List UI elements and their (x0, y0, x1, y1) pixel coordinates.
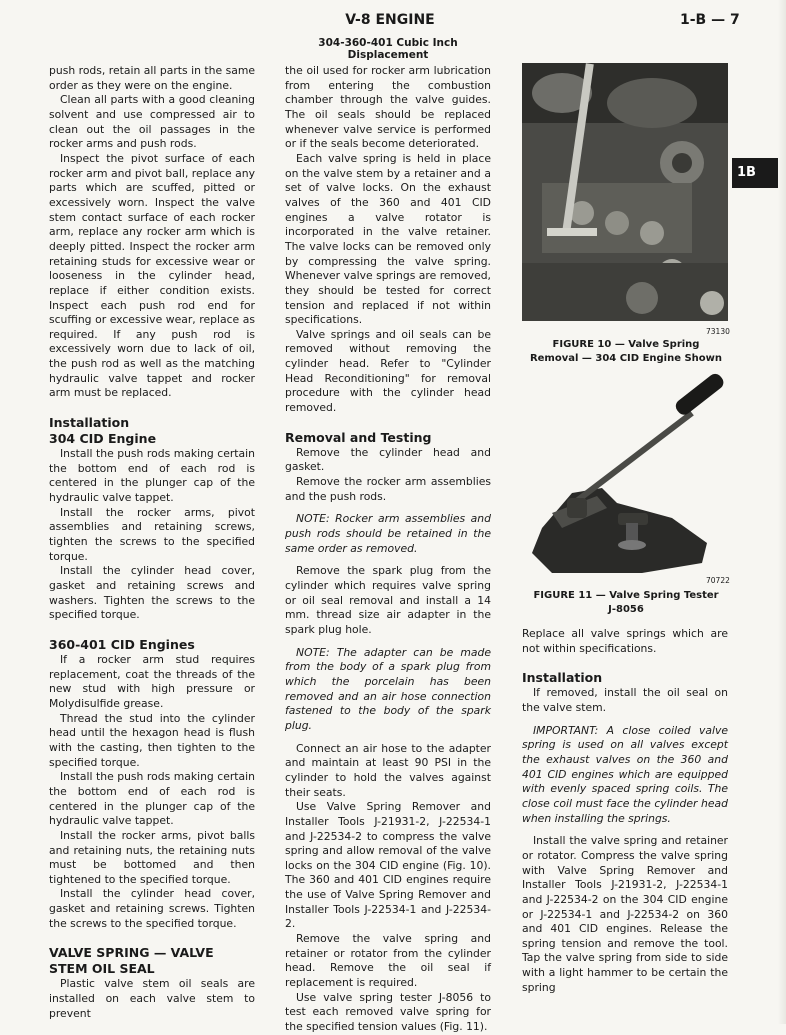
heading-304-cid: 304 CID Engine (49, 431, 157, 447)
important-note: IMPORTANT: A close coiled valve spring is used on all valves except the exhaust valves on the 360 and 401 CID engines which are equipped with evenly spaced spring coils. The close coil must face the cylinder head when installing the springs. (522, 723, 728, 825)
paragraph: Remove the valve spring and retainer or rotator from the cylinder head. Remove the oil seal if replacement is required. (285, 932, 491, 990)
paragraph: Install the rocker arms, pivot balls and retaining nuts, the retaining nuts must be bottomed and then tightened to the specified torque. (49, 828, 255, 886)
paragraph: Install the cylinder head cover, gasket and retaining screws and washers. Tighten the screws to the specified torque. (49, 564, 255, 622)
paragraph: If a rocker arm stud requires replacement, coat the threads of the new stud with high pressure or Molydisulfide grease. (49, 652, 255, 710)
column-left (49, 64, 255, 1021)
note: NOTE: The adapter can be made from the body of a spark plug from which the porcelain has been removed and an air hose connection fastened to the body of the spark plug. (285, 645, 491, 732)
figure-10-photo (522, 63, 728, 321)
paragraph: push rods, retain all parts in the same order as they were on the engine. (49, 64, 255, 92)
column-right (522, 627, 728, 995)
scan-edge (778, 0, 786, 1024)
paragraph: Install the push rods making certain the bottom end of each rod is centered in the plunger cap of the hydraulic valve tappet. (49, 447, 255, 505)
page-number: 1-B — 7 (680, 12, 740, 28)
paragraph: Remove the cylinder head and gasket. (285, 445, 491, 474)
figure-10-number: 73130 (706, 327, 730, 336)
paragraph: Valve springs and oil seals can be removed without removing the cylinder head. Refer to "Cylinder Head Reconditioning" for removal procedure with the cylinder head removed. (285, 327, 491, 415)
paragraph: Remove the rocker arm assemblies and the push rods. (285, 475, 491, 503)
paragraph: Remove the spark plug from the cylinder which requires valve spring or oil seal removal and install a 14 mm. thread size air adapter in the spark plug hole. (285, 564, 491, 636)
paragraph: Replace all valve springs which are not within specifications. (522, 627, 728, 655)
figure-10-caption: FIGURE 10 — Valve Spring Removal — 304 CID Engine Shown (529, 339, 723, 364)
figure-11-caption: FIGURE 11 — Valve Spring Tester J-8056 (533, 590, 719, 615)
engine-photo-illustration (522, 63, 728, 321)
paragraph: Install the push rods making certain the bottom end of each rod is centered in the plunger cap of the hydraulic valve tappet. (49, 770, 255, 828)
paragraph: Install the rocker arms, pivot assemblies and retaining screws, tighten the screws to the specified torque. (49, 505, 255, 563)
paragraph: Use Valve Spring Remover and Installer Tools J-21931-2, J-22534-1 and J-22534-2 to compress the valve spring and allow removal of the valve locks on the 304 CID engine (Fig. 10). The 360 and 401 CID engines require the use of Valve Spring Remover and Installer Tools J-22534-1 and J-22534-2. (285, 800, 491, 931)
paragraph: Install the valve spring and retainer or rotator. Compress the valve spring with Valve Spring Remover and Installer Tools J-21931-2, J-22534-1 and J-22534-2 on the 304 CID engine or J-22534-1 and J-22534-2 on 360 and 401 CID engines. Release the spring tension and remove the tool. Tap the valve spring from side to side with a light hammer to be certain the spring (522, 834, 728, 994)
paragraph: Inspect the pivot surface of each rocker arm and pivot ball, replace any parts which are scuffed, pitted or excessively worn. Inspect the valve stem contact surface of each rocker arm, replace any rocker arm which is deeply pitted. Inspect the rocker arm retaining studs for excessive wear or looseness in the cylinder head, replace if either condition exists. Inspect each push rod end for scuffing or excessive wear, replace as required. If any push rod is excessively worn due to lack of oil, the push rod as well as the matching hydraulic valve tappet and rocker arm must be replaced. (49, 151, 255, 400)
heading-installation: Installation (49, 415, 130, 431)
column-middle (285, 64, 491, 1035)
valve-spring-tester-illustration (522, 378, 728, 578)
paragraph: Connect an air hose to the adapter and maintain at least 90 PSI in the cylinder to hold the valves against their seats. (285, 741, 491, 799)
heading-removal-testing: Removal and Testing (285, 429, 432, 445)
figure-11-drawing (522, 378, 728, 578)
heading-installation-right: Installation (522, 670, 603, 686)
paragraph: Use valve spring tester J-8056 to test each removed valve spring for the specified tension values (Fig. 11). (285, 990, 491, 1034)
page-title: V-8 ENGINE (345, 12, 435, 28)
page-subtitle: 304-360-401 Cubic Inch Displacement (318, 37, 458, 61)
paragraph: the oil used for rocker arm lubrication from entering the combustion chamber through the valve guides. The oil seals should be replaced whenever valve service is performed or if the seals become deteriorated. (285, 64, 491, 151)
heading-360-401-cid: 360-401 CID Engines (49, 636, 195, 652)
note: NOTE: Rocker arm assemblies and push rods should be retained in the same order as removed. (285, 512, 491, 555)
heading-valve-spring: VALVE SPRING — VALVE STEM OIL SEAL (49, 945, 214, 977)
figure-11-number: 70722 (706, 576, 730, 585)
paragraph: Thread the stud into the cylinder head until the hexagon head is flush with the casting, then tighten to the specified torque. (49, 711, 255, 769)
paragraph: Each valve spring is held in place on the valve stem by a retainer and a set of valve locks. On the exhaust valves of the 360 and 401 CID engines a valve rotator is incorporated in the valve retainer. The valve locks can be removed only by compressing the valve spring. Whenever valve springs are removed, they should be tested for correct tension and replaced if not within specifications. (285, 151, 491, 327)
section-tab: 1B (732, 158, 786, 188)
paragraph: Plastic valve stem oil seals are installed on each valve stem to prevent (49, 977, 255, 1020)
paragraph: If removed, install the oil seal on the valve stem. (522, 686, 728, 714)
paragraph: Clean all parts with a good cleaning solvent and use compressed air to clean out the oil passages in the rocker arms and push rods. (49, 93, 255, 151)
paragraph: Install the cylinder head cover, gasket and retaining screws. Tighten the screws to the specified torque. (49, 887, 255, 930)
